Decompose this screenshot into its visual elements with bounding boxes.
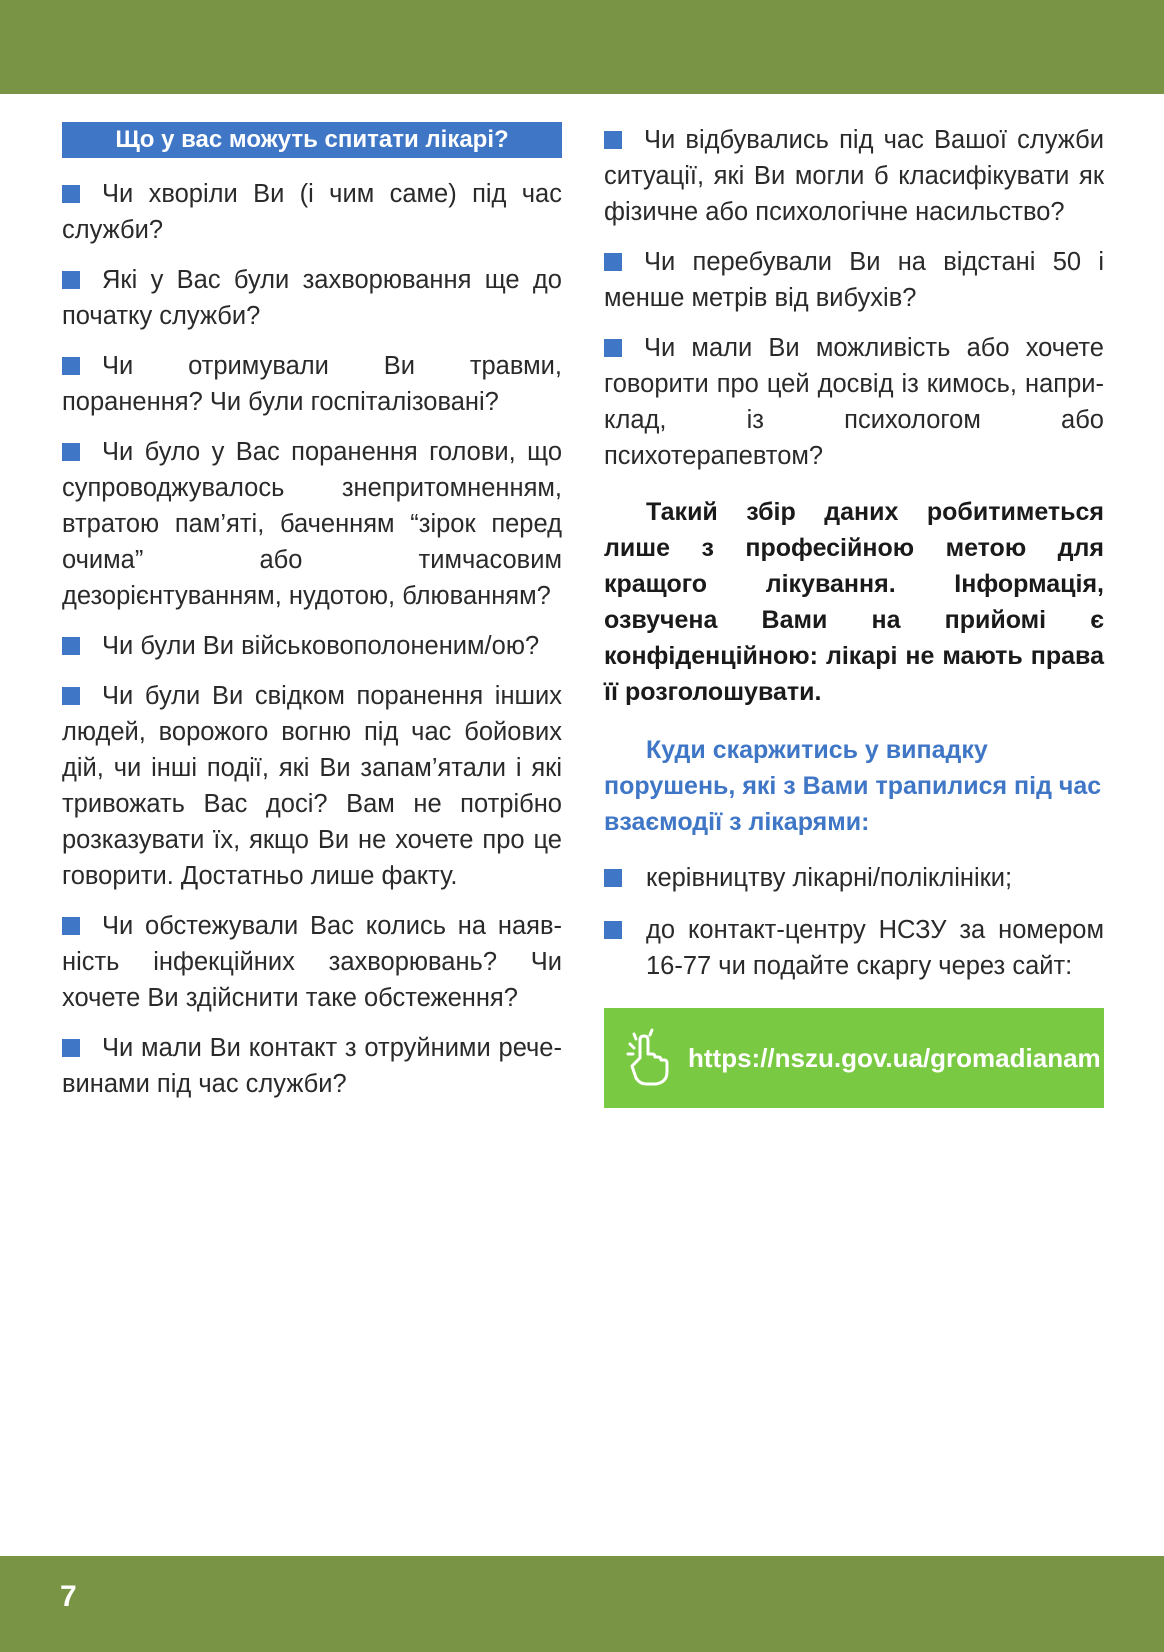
- question-item: Чи отримували Ви травми, поранення? Чи були госпіталізовані?: [62, 352, 562, 416]
- question-item: Чи були Ви свідком поранення інших людей, ворожого вогню під час бойових дій, чи інші події, які Ви запам’ятали і які тривожать Вас досі? Вам не потрібно розказувати їх, якщо Ви не хочете про це говорити. Достатньо лише факту.: [62, 682, 562, 890]
- question-item: Які у Вас були захворювання ще до початку служби?: [62, 266, 562, 330]
- complaint-item: до контакт-центру НСЗУ за номером 16-77 чи подайте скаргу через сайт:: [604, 912, 1104, 984]
- square-bullet-icon: [62, 917, 80, 935]
- square-bullet-icon: [604, 339, 622, 357]
- page-number: 7: [60, 1580, 77, 1613]
- website-link[interactable]: https://nszu.gov.ua/gromadianam: [688, 1043, 1101, 1073]
- website-link-box[interactable]: [604, 1008, 1104, 1108]
- confidentiality-notice: Такий збір даних робитиметься лише з професійною метою для кращого лікування. Інформація, озвучена Вами на прийомі є конфіденційною: лікарі не мають права її розголошувати.: [604, 498, 1104, 706]
- complaint-heading: Куди скаржитись у випадку порушень, які з Вами трапилися під час взаємодії з лікарями:: [604, 736, 1102, 836]
- question-item: Чи мали Ви можливість або хочете говорити про цей досвід із кимось, наприклад, із психологом або психотерапевтом?: [604, 334, 1104, 470]
- pointing-hand-icon: [618, 1026, 682, 1090]
- square-bullet-icon: [62, 271, 80, 289]
- right-column: [604, 122, 1104, 1108]
- square-bullet-icon: [604, 921, 622, 939]
- square-bullet-icon: [62, 1039, 80, 1057]
- square-bullet-icon: [604, 869, 622, 887]
- square-bullet-icon: [62, 357, 80, 375]
- question-item: Чи відбувались під час Вашої служби ситуації, які Ви могли б класифікувати як фізичне або психологічне насильство?: [604, 126, 1104, 226]
- top-band: [0, 0, 1164, 94]
- square-bullet-icon: [62, 637, 80, 655]
- question-item: Чи було у Вас поранення голови, що супроводжувалось знепритомненням, втратою пам’яті, баченням “зірок перед очима” або тимчасовим дезорієнтуванням, нудотою, блюванням?: [62, 438, 562, 610]
- question-item: Чи були Ви військовополоненим/ою?: [62, 628, 562, 664]
- question-item: Чи обстежували Вас колись на наявність інфекційних захворювань? Чи хочете Ви здійснити таке обстеження?: [62, 912, 562, 1012]
- square-bullet-icon: [604, 131, 622, 149]
- square-bullet-icon: [62, 443, 80, 461]
- left-column: [62, 122, 562, 1116]
- complaint-item: керівництву лікарні/поліклініки;: [604, 860, 1104, 896]
- bottom-band: [0, 1556, 1164, 1652]
- question-item: Чи хворіли Ви (і чим саме) під час служби?: [62, 180, 562, 244]
- question-item: Чи перебували Ви на відстані 50 і менше метрів від вибухів?: [604, 248, 1104, 312]
- section-heading: Що у вас можуть спитати лікарі?: [62, 122, 562, 158]
- square-bullet-icon: [604, 253, 622, 271]
- question-item: Чи мали Ви контакт з отруйними речевинами під час служби?: [62, 1034, 562, 1098]
- square-bullet-icon: [62, 185, 80, 203]
- square-bullet-icon: [62, 687, 80, 705]
